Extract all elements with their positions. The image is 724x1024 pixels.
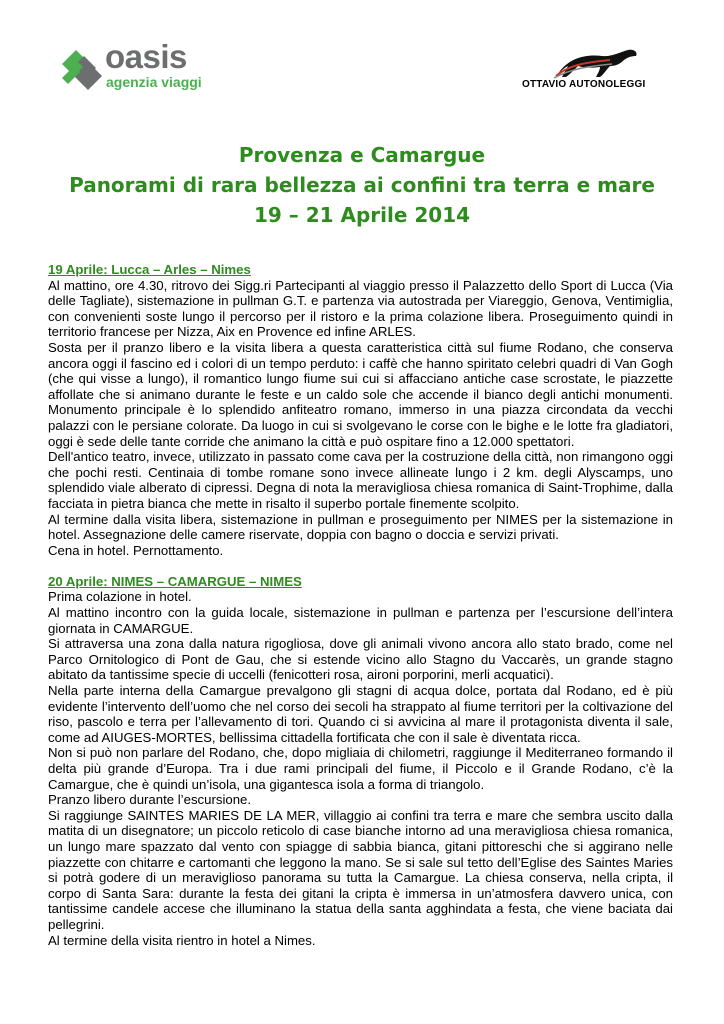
day-paragraph: Al mattino, ore 4.30, ritrovo dei Sigg.ri Partecipanti al viaggio presso il Palazzetto dello Sport di Lucca (Via delle Tagliate), sistemazione in pullman G.T. e partenza via autostrada per Viareggio, Genova, Ventimiglia, con convenienti soste lungo il percorso per il ristoro e la prima colazione libera. Proseguimento quindi in territorio francese per Nizza, Aix en Provence ed infine ARLES.: [48, 277, 673, 340]
title-line-1: Provenza e Camargue: [238, 143, 486, 167]
day-paragraph: Al termine dalla visita libera, sistemazione in pullman e proseguimento per NIMES per la sistemazione in hotel. Assegnazione delle camere riservate, doppia con bagno o doccia e servizi privati.: [48, 511, 673, 543]
oasis-logo: [60, 38, 210, 100]
day-paragraph: Non si può non parlare del Rodano, che, dopo migliaia di chilometri, raggiunge il Mediterraneo formando il delta più grande d’Europa. Tra i due rami principali del fiume, il Piccolo e il Grande Rodano, c’è la Camargue, che è quindi un’isola, una gigantesca isola a forma di triangolo.: [48, 745, 673, 792]
day-paragraph: Sosta per il pranzo libero e la visita libera a questa caratteristica città sul fiume Rodano, che conserva ancora oggi il fascino ed i colori di un tempo perduto: i caffè che hanno spiritato celebri quadri di Van Gogh (che qui visse a lungo), il romantico lungo fiume sui cui si affacciano antiche case scrostate, le piazzette affollate che si animano durante le feste e un caldo sole che accende il bianco degli antichi monumenti. Monumento principale è lo splendido anfiteatro romano, immerso in una piazza circondata da vecchi palazzi con le persiane colorate. Da luogo in cui si svolgevano le corse con le bighe e le lotte fra gladiatori, oggi è sede delle tante corride che animano la città e può ospitare fino a 12.000 spettatori.: [48, 339, 673, 449]
oasis-logo-subtitle: agenzia viaggi: [106, 74, 202, 90]
day-paragraph: Si raggiunge SAINTES MARIES DE LA MER, villaggio ai confini tra terra e mare che sembra uscito dalla matita di un disegnatore; un piccolo reticolo di case bianche intorno ad una meravigliosa chiesa romanica, un lungo mare spazzato dal vento con spiagge di sabbia bianca, gitani pittoreschi che si aggirano nelle piazzette con chitarre e cartomanti che leggono la mano. Se si sale sul tetto dell’Eglise des Saintes Maries si potrà godere di un meraviglioso panorama su tutta la Camargue. La chiesa conserva, nella cripta, il corpo di Santa Sara: durante la festa dei gitani la cripta è immersa in un’atmosfera davvero unica, con tantissime candele accese che illuminano la statua della santa agghindata a festa, che viene baciata dai pellegrini.: [48, 807, 673, 932]
day-paragraph: Prima colazione in hotel.: [48, 589, 192, 605]
day-paragraph: Al mattino incontro con la guida locale, sistemazione in pullman e partenza per l’escursione dell’intera giornata in CAMARGUE.: [48, 605, 673, 636]
day-paragraph: Nella parte interna della Camargue prevalgono gli stagni di acqua dolce, portata dal Rodano, ed è più evidente l’intervento dell’uomo che nel corso dei secoli ha strappato al fiume territori per la coltivazione del riso, pascolo e terra per l’allevamento di tori. Quando ci si avvicina al mare il protagonista diventa il sale, come ad AIUGES-MORTES, bellissima cittadella fortificata che con il sale è diventata ricca.: [48, 683, 673, 745]
day-section: [48, 262, 673, 558]
itinerary-content: [48, 262, 673, 948]
day-paragraph: Dell'antico teatro, invece, utilizzato in passato come cava per la costruzione della città, non rimangono oggi che pochi resti. Centinaia di tombe romane sono invece allineate lungo i 2 km. degli Alyscamps, uno splendido viale alberato di cipressi. Degna di nota la meravigliosa chiesa romanica di Saint-Trophime, dalla facciata in pietra bianca che mette in risalto il superbo portale finemente scolpito.: [48, 449, 673, 511]
oasis-logo-name: oasis: [105, 38, 187, 75]
day-paragraph: Pranzo libero durante l’escursione.: [48, 792, 252, 808]
day-paragraph: Cena in hotel. Pernottamento.: [48, 542, 224, 558]
title-line-3: 19 – 21 Aprile 2014: [253, 203, 471, 227]
panther-icon: [550, 44, 640, 80]
day-paragraph: Al termine della visita rientro in hotel a Nimes.: [48, 932, 316, 948]
section-spacer: [48, 558, 673, 574]
day-heading: 20 Aprile: NIMES – CAMARGUE – NIMES: [48, 573, 302, 589]
ottavio-logo: [522, 44, 652, 96]
day-paragraph: Si attraversa una zona dalla natura rigogliosa, dove gli animali vivono ancora allo stato brado, come nel Parco Ornitologico di Pont de Gau, che si estende vicino allo Stagno du Vaccarès, un grande stagno abitato da tantissime specie di uccelli (fenicotteri rosa, aironi porporini, merli acquatici).: [48, 636, 673, 683]
document-title: [0, 140, 724, 230]
ottavio-logo-name: OTTAVIO AUTONOLEGGI: [522, 79, 646, 90]
day-heading: 19 Aprile: Lucca – Arles – Nimes: [48, 262, 251, 277]
oasis-cross-icon: [60, 48, 104, 92]
title-line-2: Panorami di rara bellezza ai confini tra terra e mare: [69, 173, 655, 197]
day-section: [48, 574, 673, 948]
